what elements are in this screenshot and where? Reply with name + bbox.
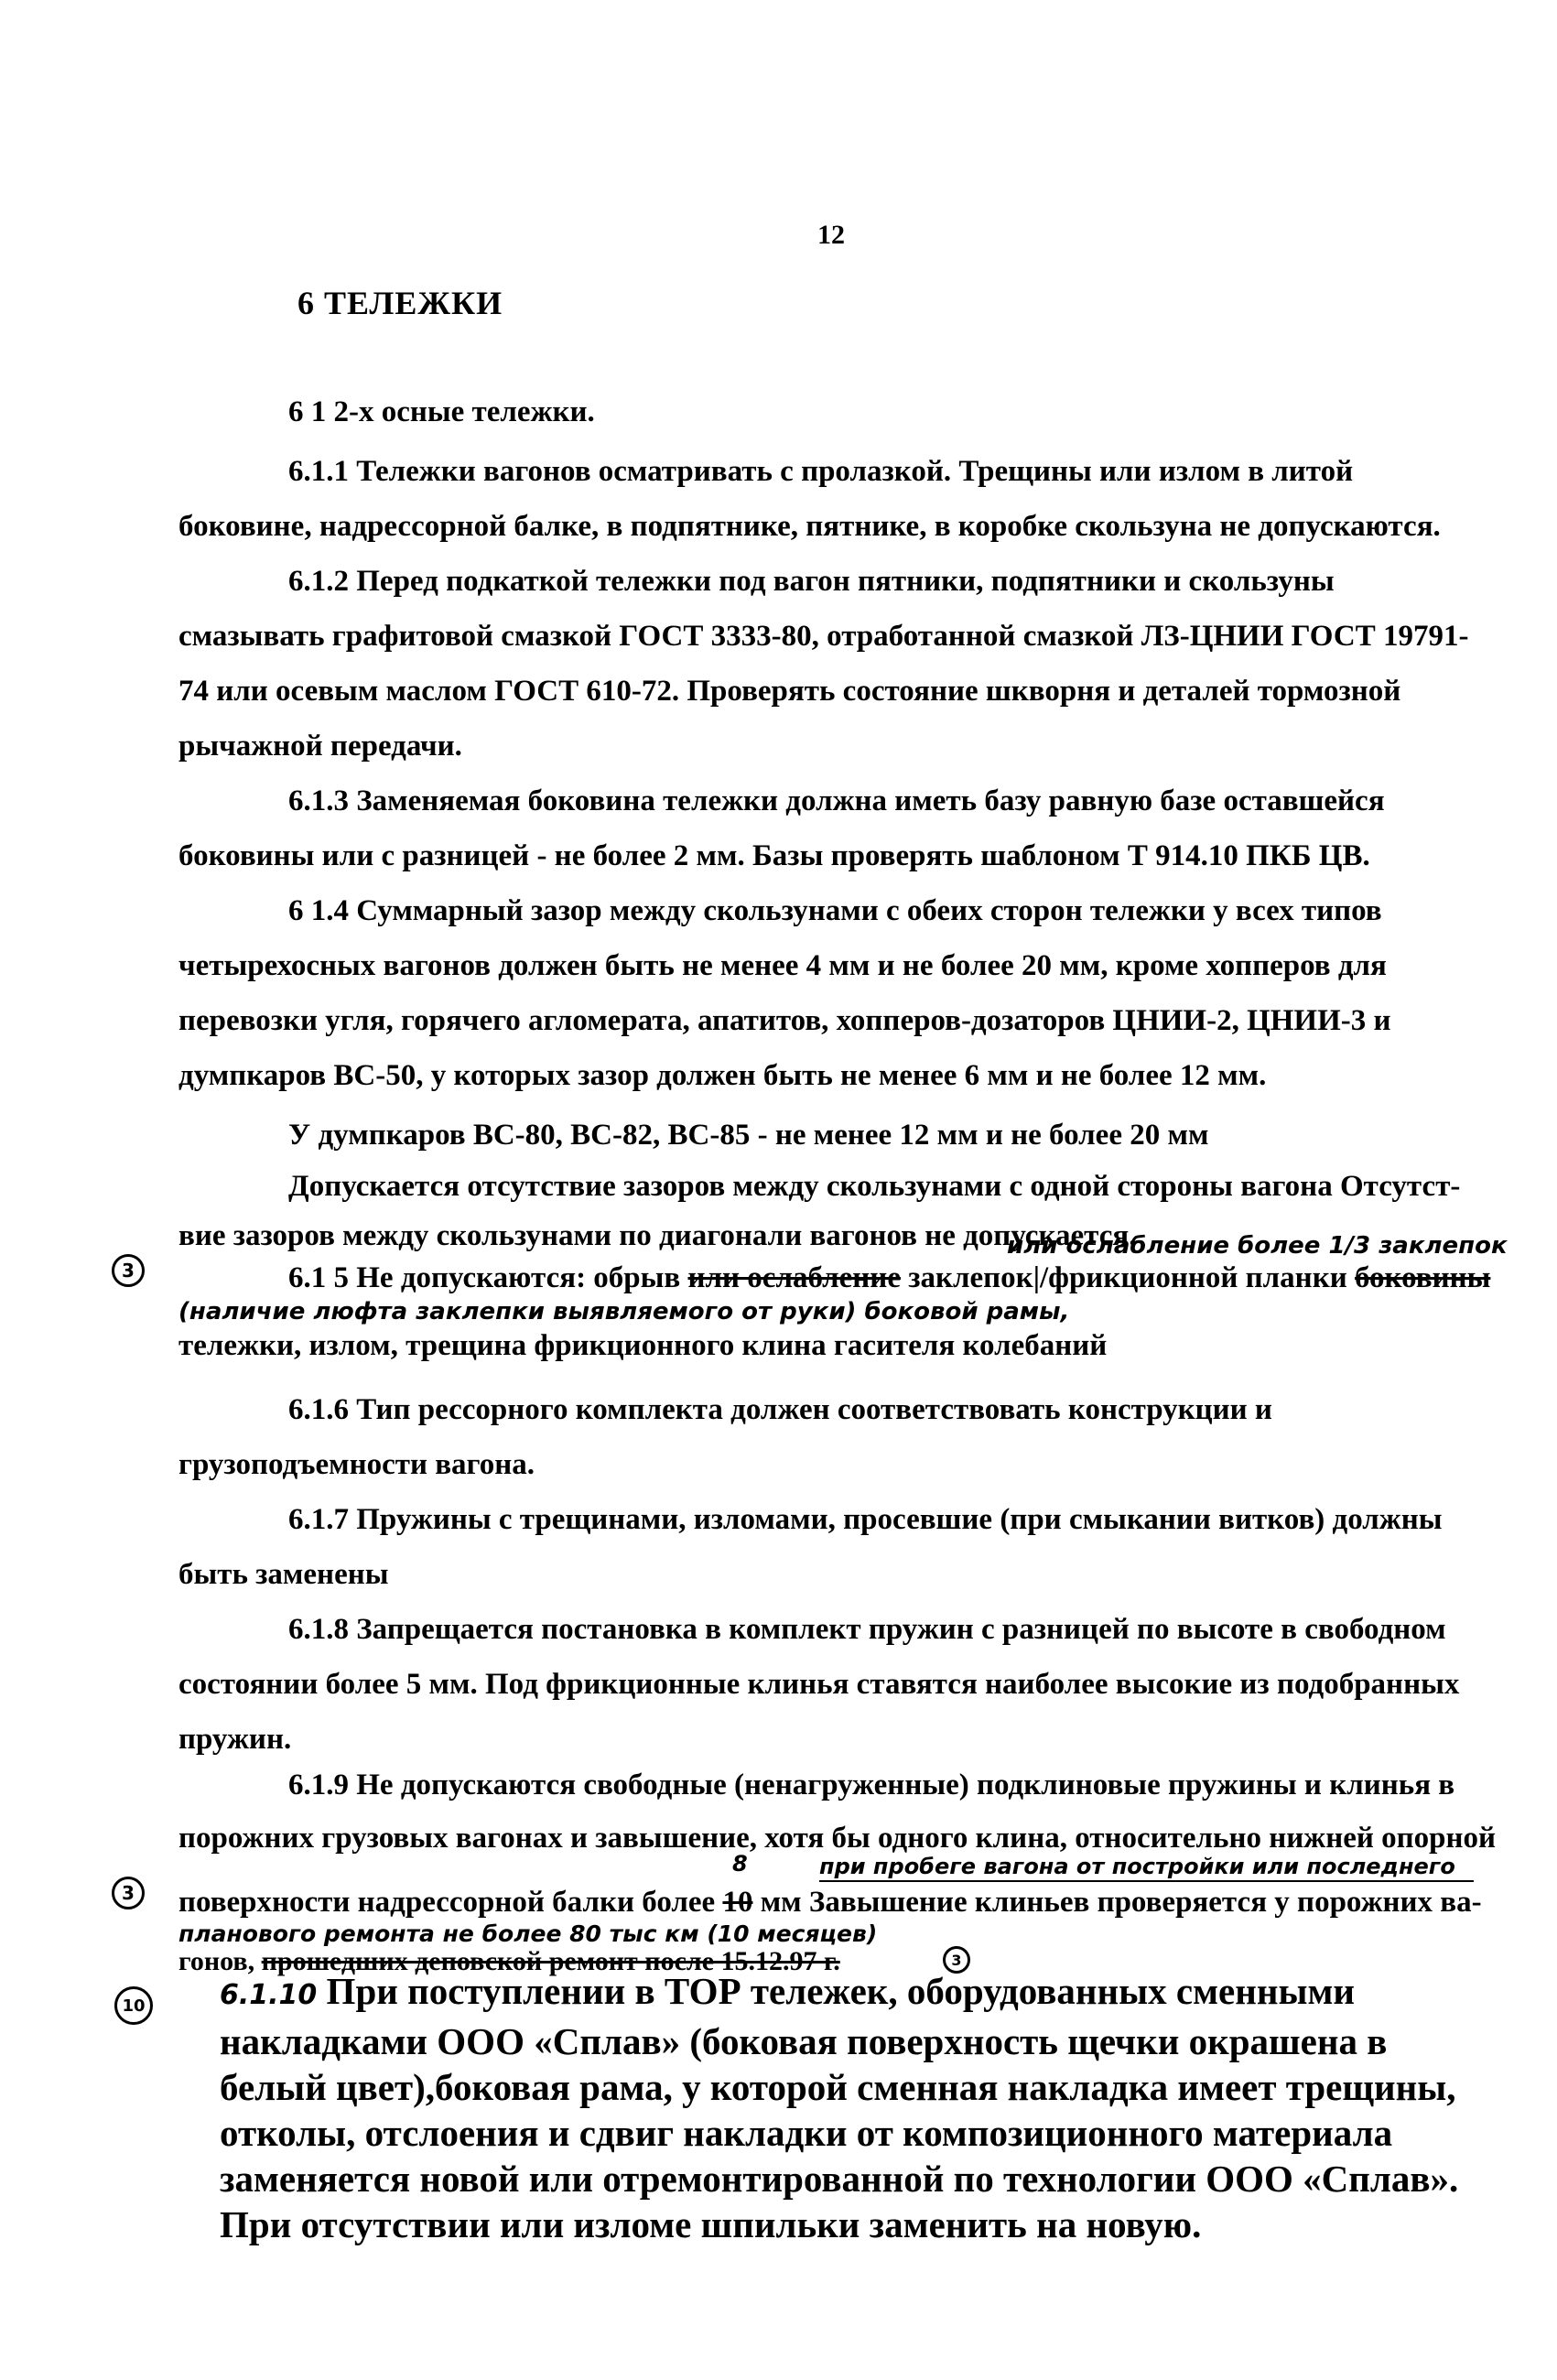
paragraph-6-1-7: 6.1.7 Пружины с трещинами, изломами, просевшие (при смыкании витков) должны быть заменены [178,1503,1443,1591]
struck-text: или ослабление [687,1261,901,1294]
paragraph-6-1-3: 6.1.3 Заменяемая боковина тележки должна иметь базу равную базе оставшейся боковины или с разницей - не более 2 мм. Базы проверять шаблоном Т 914.10 ПКБ ЦВ. [178,784,1385,872]
paragraph-6-1-2: 6.1.2 Перед подкаткой тележки под вагон пятники, подпятники и скользуны смазывать графитовой смазкой ГОСТ 3333-80, отработанной смазкой ЛЗ-ЦНИИ ГОСТ 19791-74 или осевым маслом ГОСТ 610-72. Проверять состояние шкворня и деталей тормозной рычажной передачи. [178,565,1469,763]
paragraph-6-1-8: 6.1.8 Запрещается постановка в комплект пружин с разницей по высоте в свободном состоянии более 5 мм. Под фрикционные клинья ставятся наиболее высокие из подобранных пружин. [178,1613,1460,1756]
paragraph-6-1-4: 6 1.4 Суммарный зазор между скользунами с обеих сторон тележки у всех типов четырехосных вагонов должен быть не менее 4 мм и не более 20 мм, кроме хопперов для перевозки угля, горячего агломерата, апатитов, хопперов-дозаторов ЦНИИ-2, ЦНИИ-3 и думпкаров ВС-50, у которых зазор должен быть не менее 6 мм и не более 12 мм. [178,894,1391,1092]
paragraph-allowed-line-2: вие зазоров между скользунами по диагонали вагонов не допускается. [178,1219,1137,1252]
paragraph-6-1-5-line-3: тележки, излом, трещина фрикционного клина гасителя колебаний [178,1329,1108,1362]
revision-marker-3: 3 [112,1254,145,1287]
paragraph-6-1-10: 6.1.10 При поступлении в ТОР тележек, оборудованных сменными накладками ООО «Сплав» (боковая поверхность щечки окрашена в белый цвет),боковая рама, у которой сменная накладка имеет трещины, отколы, отслоения и сдвиг накладки от композиционного материала заменяется новой или отремонтированной по технологии ООО «Сплав». При отсутствии или изломе шпильки заменить на новую. [220,1970,1459,2245]
paragraph-6-1-9-line-2: порожних грузовых вагонах и завышение, хотя бы одного клина, относительно нижней опорной [178,1822,1497,1855]
paragraph-6-1-9-line-5: гонов, прошедших деповской ремонт после 15.12.97 г. [178,1946,840,1976]
handwritten-insert-line: планового ремонта не более 80 тыс км (10 месяцев) [178,1920,878,1947]
handwritten-number-8: 8 [732,1851,748,1877]
page-number: 12 [817,220,845,250]
underline [819,1880,1474,1882]
handwritten-label: 6.1.10 [220,1979,318,2011]
struck-text: прошедших деповской ремонт после 15.12.97 г. [261,1946,840,1976]
section-heading: 6 ТЕЛЕЖКИ [297,285,503,321]
struck-text: боковины [1354,1261,1491,1294]
revision-marker-10: 10 [114,1986,153,2025]
paragraph-dumpcars: У думпкаров ВС-80, ВС-82, ВС-85 - не менее 12 мм и не более 20 мм [288,1119,1209,1152]
paragraph-6-1-1: 6.1.1 Тележки вагонов осматривать с пролазкой. Трещины или излом в литой боковине, надрессорной балке, в подпятнике, пятнике, в коробке скользуна не допускаются. [178,455,1441,543]
paragraph-6-1-9-line-1: 6.1.9 Не допускаются свободные (ненагруженные) подклиновые пружины и клинья в [288,1769,1455,1801]
paragraph-allowed-line-1: Допускается отсутствие зазоров между скользунами с одной стороны вагона Отсутст- [288,1170,1461,1203]
handwritten-insert-line: (наличие люфта заклепки выявляемого от руки) боковой рамы, [178,1298,1070,1325]
paragraph-6-1-5-line-1: 6.1 5 Не допускаются: обрыв или ослабление заклепок|/фрикционной планки боковины [288,1261,1491,1294]
handwritten-insert-top: или ослабление более 1/3 заклепок [1007,1232,1508,1260]
revision-marker-3: 3 [112,1877,145,1909]
paragraph-6-1-9-line-3: поверхности надрессорной балки более 10 мм Завышение клиньев проверяется у порожних ва- [178,1886,1482,1919]
handwritten-insert-top: при пробеге вагона от постройки или последнего [819,1854,1455,1879]
paragraph-6-1-6: 6.1.6 Тип рессорного комплекта должен соответствовать конструкции и грузоподъемности вагона. [178,1393,1272,1481]
revision-marker-small: 3 [943,1946,970,1974]
paragraph-6-1: 6 1 2-х осные тележки. [288,395,595,428]
